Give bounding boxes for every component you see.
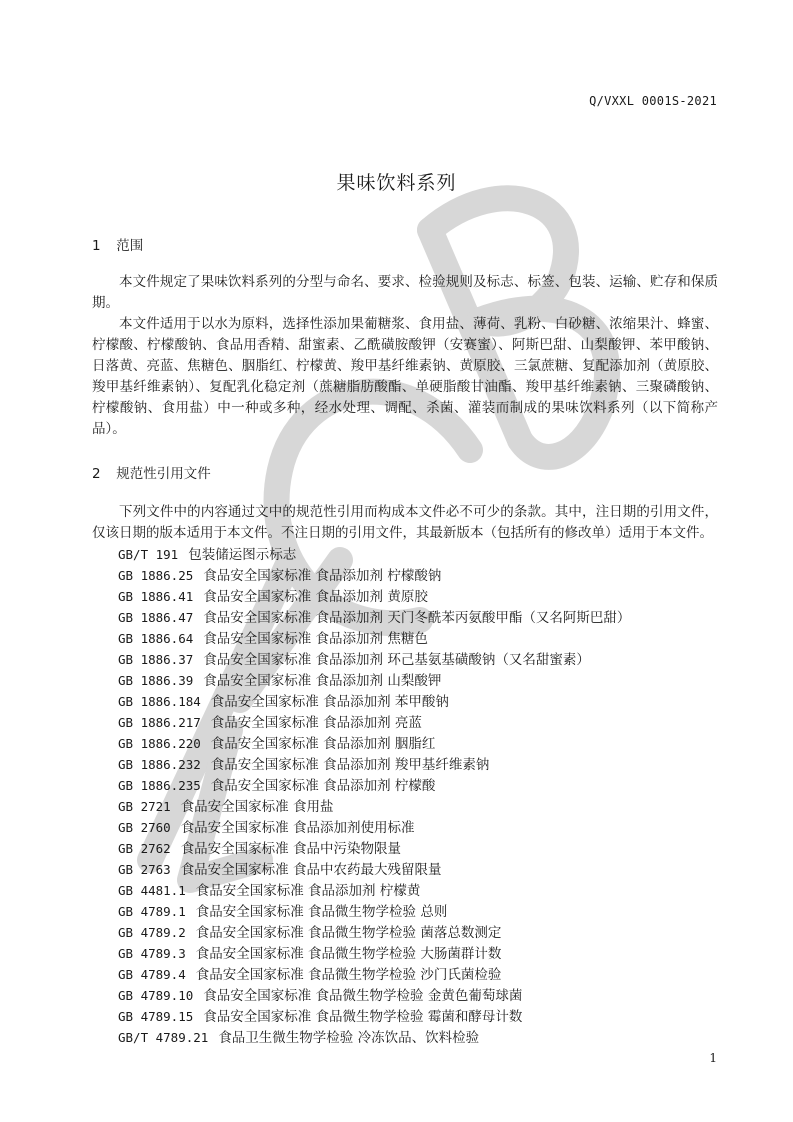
section-number: 2 (92, 466, 101, 482)
reference-code: GB 1886.37 (118, 652, 194, 667)
reference-title: 食品安全国家标准 食品添加剂 环己基氨基磺酸钠（又名甜蜜素） (203, 652, 590, 668)
reference-title: 食品安全国家标准 食品添加剂 黄原胶 (203, 589, 428, 605)
section-2-heading (92, 462, 211, 482)
reference-item (118, 586, 728, 607)
document-title: 果味饮料系列 (336, 172, 457, 194)
reference-item (118, 712, 728, 733)
reference-code: GB 1886.184 (118, 694, 201, 709)
normative-references-intro: 下列文件中的内容通过文中的规范性引用而构成本文件必不可少的条款。其中，注日期的引用文件，仅该日期的版本适用于本文件。不注日期的引用文件，其最新版本（包括所有的修改单）适用于本文件。 (92, 504, 718, 541)
reference-item (118, 985, 728, 1006)
reference-code: GB 1886.41 (118, 589, 194, 604)
reference-item (118, 859, 728, 880)
reference-code: GB 1886.25 (118, 568, 194, 583)
reference-title: 食品安全国家标准 食品添加剂 苯甲酸钠 (210, 694, 449, 710)
reference-item (118, 901, 728, 922)
reference-code: GB 1886.39 (118, 673, 194, 688)
reference-item (118, 544, 728, 565)
reference-code: GB 4789.4 (118, 967, 186, 982)
reference-code: GB 2762 (118, 841, 171, 856)
reference-code: GB 2763 (118, 862, 171, 877)
reference-title: 食品安全国家标准 食品添加剂 胭脂红 (210, 736, 436, 752)
reference-code: GB 1886.232 (118, 757, 201, 772)
reference-item (118, 649, 728, 670)
reference-title: 食品安全国家标准 食品微生物学检验 金黄色葡萄球菌 (203, 988, 523, 1004)
reference-title: 包装储运图示标志 (188, 547, 297, 563)
reference-code: GB/T 4789.21 (118, 1030, 209, 1045)
section-title: 范围 (116, 238, 144, 254)
standard-code: Q/VXXL 0001S-2021 (589, 94, 717, 108)
reference-item (118, 796, 728, 817)
reference-code: GB 1886.64 (118, 631, 194, 646)
reference-code: GB 1886.220 (118, 736, 201, 751)
section-number: 1 (92, 238, 101, 254)
reference-code: GB 2760 (118, 820, 171, 835)
reference-code: GB 1886.47 (118, 610, 194, 625)
reference-item (118, 691, 728, 712)
reference-code: GB 4481.1 (118, 883, 186, 898)
reference-title: 食品安全国家标准 食品添加剂 亮蓝 (210, 715, 422, 731)
reference-code: GB 1886.235 (118, 778, 201, 793)
reference-title: 食品安全国家标准 食品中污染物限量 (180, 841, 401, 857)
reference-title: 食品卫生微生物学检验 冷冻饮品、饮料检验 (218, 1030, 480, 1046)
reference-code: GB 1886.217 (118, 715, 201, 730)
reference-item (118, 670, 728, 691)
reference-title: 食品安全国家标准 食品添加剂 山梨酸钾 (203, 673, 442, 689)
reference-item (118, 1006, 728, 1027)
reference-title: 食品安全国家标准 食品添加剂 柠檬酸钠 (203, 568, 442, 584)
reference-item (118, 1027, 728, 1048)
reference-title: 食品安全国家标准 食品微生物学检验 霉菌和酵母计数 (203, 1009, 523, 1025)
reference-code: GB 4789.15 (118, 1009, 194, 1024)
reference-title: 食品安全国家标准 食品添加剂 柠檬黄 (195, 883, 421, 899)
page-number: 1 (709, 1051, 717, 1065)
reference-item (118, 607, 728, 628)
reference-item (118, 817, 728, 838)
reference-item (118, 565, 728, 586)
reference-code: GB 4789.1 (118, 904, 186, 919)
reference-item (118, 733, 728, 754)
scope-applicability-paragraph: 本文件适用于以水为原料，选择性添加果葡糖浆、食用盐、薄荷、乳粉、白砂糖、浓缩果汁、蜂蜜、柠檬酸、柠檬酸钠、食品用香精、甜蜜素、乙酰磺胺酸钾（安赛蜜）、阿斯巴甜、山梨酸钾、苯甲酸钠、日落黄、亮蓝、焦糖色、胭脂红、柠檬黄、羧甲基纤维素钠、黄原胶、三氯蔗糖、复配添加剂（黄原胶、羧甲基纤维素钠）、复配乳化稳定剂（蔗糖脂肪酸酯、单硬脂酸甘油酯、羧甲基纤维素钠、三聚磷酸钠、柠檬酸钠、食用盐）中一种或多种，经水处理、调配、杀菌、灌装而制成的果味饮料系列（以下简称产品）。 (92, 316, 718, 437)
reference-title: 食品安全国家标准 食品添加剂 焦糖色 (203, 631, 428, 647)
reference-item (118, 880, 728, 901)
scope-paragraph: 本文件规定了果味饮料系列的分型与命名、要求、检验规则及标志、标签、包装、运输、贮存和保质期。 (92, 274, 718, 311)
reference-item (118, 943, 728, 964)
reference-item (118, 838, 728, 859)
reference-title: 食品安全国家标准 食品添加剂 羧甲基纤维素钠 (210, 757, 490, 773)
reference-title: 食品安全国家标准 食品微生物学检验 沙门氏菌检验 (195, 967, 502, 983)
reference-item (118, 922, 728, 943)
reference-title: 食品安全国家标准 食用盐 (180, 799, 334, 815)
reference-code: GB/T 191 (118, 547, 179, 562)
reference-code: GB 2721 (118, 799, 171, 814)
reference-item (118, 775, 728, 796)
reference-item (118, 628, 728, 649)
reference-title: 食品安全国家标准 食品微生物学检验 总则 (195, 904, 448, 920)
reference-title: 食品安全国家标准 食品中农药最大残留限量 (180, 862, 442, 878)
reference-title: 食品安全国家标准 食品添加剂使用标准 (180, 820, 415, 836)
reference-title: 食品安全国家标准 食品添加剂 天门冬酰苯丙氨酸甲酯（又名阿斯巴甜） (203, 610, 631, 626)
reference-code: GB 4789.3 (118, 946, 186, 961)
section-1-heading (92, 234, 143, 254)
section-title: 规范性引用文件 (116, 466, 211, 482)
reference-code: GB 4789.10 (118, 988, 194, 1003)
reference-code: GB 4789.2 (118, 925, 186, 940)
reference-title: 食品安全国家标准 食品微生物学检验 大肠菌群计数 (195, 946, 502, 962)
reference-item (118, 964, 728, 985)
reference-title: 食品安全国家标准 食品微生物学检验 菌落总数测定 (195, 925, 502, 941)
reference-item (118, 754, 728, 775)
reference-title: 食品安全国家标准 食品添加剂 柠檬酸 (210, 778, 436, 794)
reference-list (118, 544, 728, 1048)
